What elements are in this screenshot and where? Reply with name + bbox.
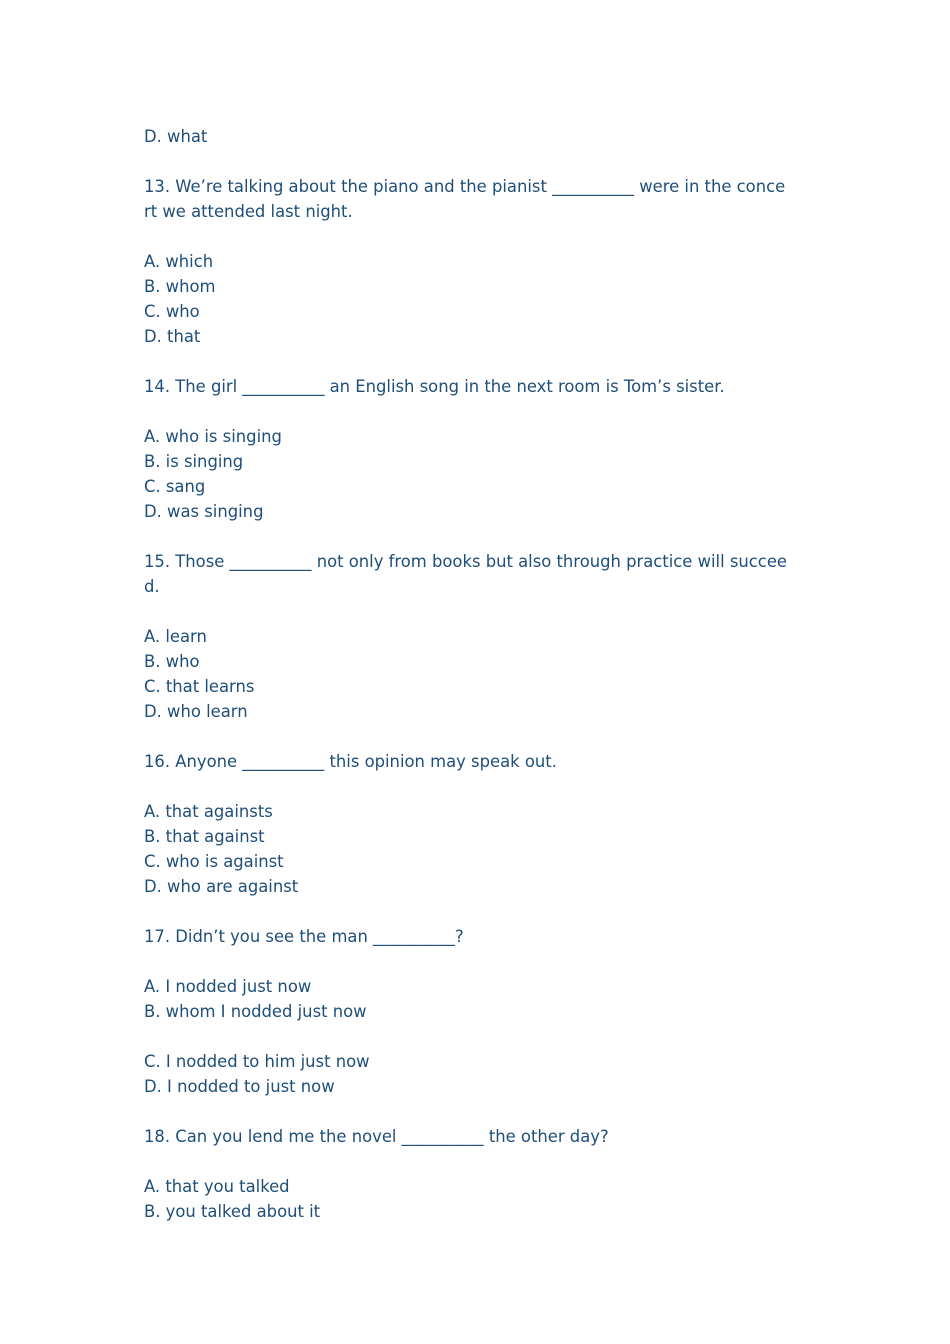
option-line: D. who learn: [144, 702, 248, 721]
option-line: B. whom I nodded just now: [144, 1002, 367, 1021]
question-line: 14. The girl __________ an English song in the next room is Tom’s sister.: [144, 377, 725, 396]
question-line: rt we attended last night.: [144, 202, 353, 221]
question-line: 18. Can you lend me the novel __________ the other day?: [144, 1127, 609, 1146]
option-line: C. who: [144, 302, 200, 321]
blank-line: [144, 949, 812, 974]
blank-line: [144, 224, 812, 249]
blank-line: [144, 1024, 812, 1049]
option-line: D. was singing: [144, 502, 264, 521]
option-line: D. what: [144, 127, 208, 146]
blank-line: [144, 149, 812, 174]
option-line: D. that: [144, 327, 201, 346]
document-page: [144, 124, 812, 1224]
option-line: B. that against: [144, 827, 265, 846]
option-line: D. I nodded to just now: [144, 1077, 335, 1096]
question-line: 13. We’re talking about the piano and the pianist __________ were in the conce: [144, 177, 786, 196]
option-line: C. I nodded to him just now: [144, 1052, 370, 1071]
question-line: 15. Those __________ not only from books but also through practice will succee: [144, 552, 787, 571]
option-line: A. that againsts: [144, 802, 273, 821]
option-line: A. I nodded just now: [144, 977, 312, 996]
question-line: 16. Anyone __________ this opinion may speak out.: [144, 752, 557, 771]
option-line: C. sang: [144, 477, 206, 496]
option-line: B. is singing: [144, 452, 244, 471]
option-line: C. who is against: [144, 852, 284, 871]
option-line: A. learn: [144, 627, 207, 646]
blank-line: [144, 599, 812, 624]
option-line: D. who are against: [144, 877, 299, 896]
option-line: A. that you talked: [144, 1177, 290, 1196]
option-line: A. who is singing: [144, 427, 282, 446]
question-line: d.: [144, 577, 160, 596]
option-line: B. you talked about it: [144, 1202, 321, 1221]
blank-line: [144, 1149, 812, 1174]
option-line: C. that learns: [144, 677, 255, 696]
blank-line: [144, 899, 812, 924]
option-line: B. whom: [144, 277, 216, 296]
option-line: B. who: [144, 652, 200, 671]
question-line: 17. Didn’t you see the man __________?: [144, 927, 464, 946]
blank-line: [144, 349, 812, 374]
blank-line: [144, 1099, 812, 1124]
blank-line: [144, 524, 812, 549]
blank-line: [144, 724, 812, 749]
blank-line: [144, 774, 812, 799]
option-line: A. which: [144, 252, 214, 271]
blank-line: [144, 399, 812, 424]
